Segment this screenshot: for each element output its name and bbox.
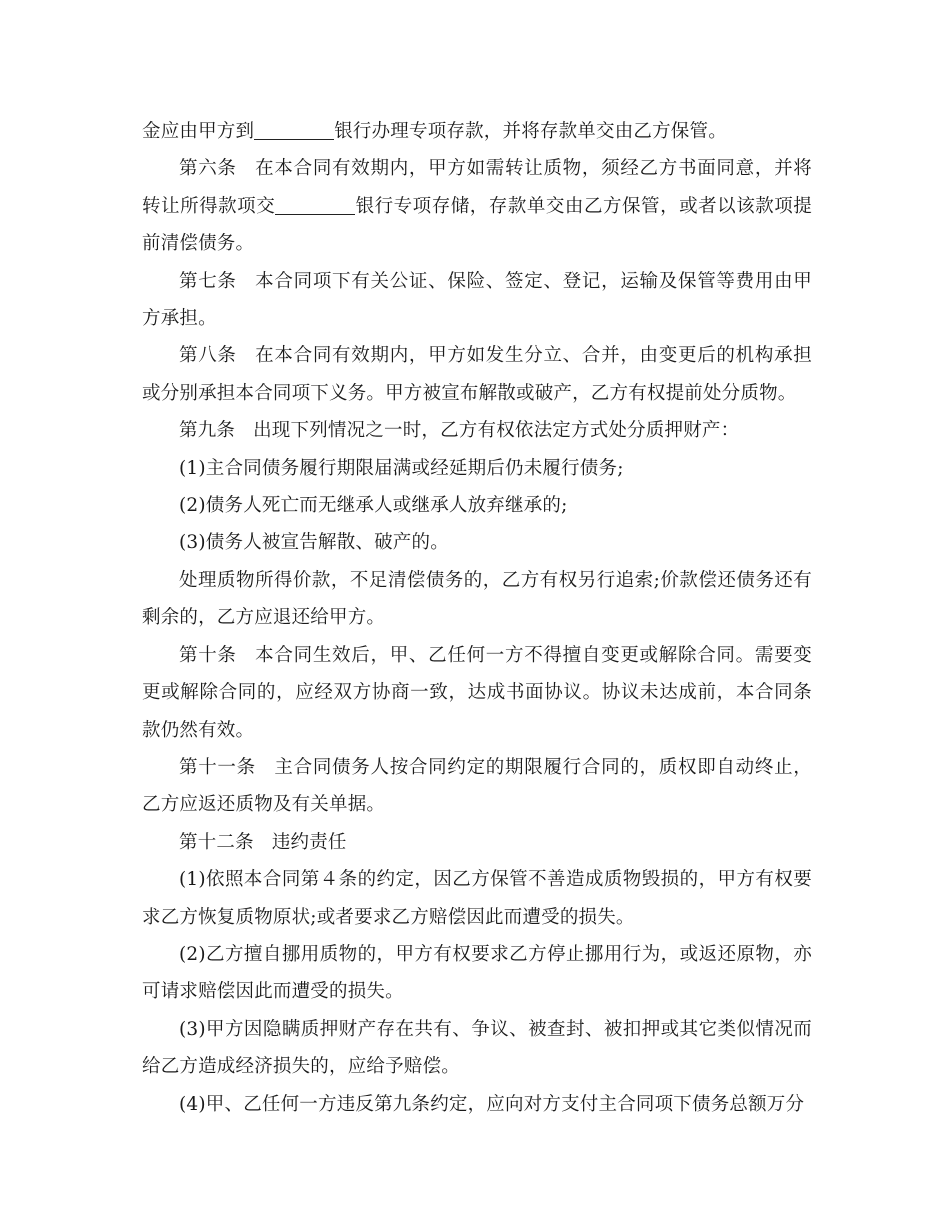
article-10: [142, 637, 812, 749]
list-item: (1)依照本合同第４条的约定，因乙方保管不善造成质物毁损的，甲方有权要求乙方恢复质物原状;或者要求乙方赔偿因此而遭受的损失。: [142, 869, 812, 928]
list-item: (2)债务人死亡而无继承人或继承人放弃继承的;: [179, 495, 568, 517]
text-segment: 金应由甲方到: [142, 121, 255, 142]
list-item: (3)债务人被宣告解散、破产的。: [179, 532, 449, 554]
contract-body: [142, 113, 812, 1123]
fill-blank: [254, 121, 334, 141]
article-9: [142, 412, 812, 449]
list-item: (4)甲、乙任何一方违反第九条约定，应向对方支付主合同项下债务总额万分: [179, 1093, 805, 1115]
article-6: [142, 150, 812, 262]
list-item: (1)主合同债务履行期限届满或经延期后仍未履行债务;: [179, 457, 624, 479]
text-segment: 出现下列情况之一时，乙方有权依法定方式处分质押财产：: [253, 420, 740, 442]
article-label: 第十条: [179, 644, 237, 666]
text-segment: 本合同项下有关公证、保险、签定、登记，运输及保管等费用由甲方承担。: [142, 270, 812, 330]
text-segment: 本合同生效后，甲、乙任何一方不得擅自变更或解除合同。需要变更或解除合同的，应经双方协商一致，达成书面协议。协议未达成前，本合同条款仍然有效。: [142, 644, 812, 741]
article-label: 第七条: [179, 270, 237, 292]
article-label: 第九条: [179, 420, 236, 442]
list-item: (3)甲方因隐瞒质押财产存在共有、争议、被查封、被扣押或其它类似情况而给乙方造成经济损失的，应给予赔偿。: [142, 1018, 812, 1078]
paragraph-proceeds: 处理质物所得价款，不足清偿债务的，乙方有权另行追索;价款偿还债务还有剩余的，乙方应退还给甲方。: [142, 569, 812, 629]
text-segment: 在本合同有效期内，甲方如需转让质物，须经乙方书面同意，并将转让所得款项交: [142, 158, 812, 217]
article-label: 第十二条: [179, 831, 254, 853]
text-segment: 主合同债务人按合同约定的期限履行合同的，质权即自动终止，乙方应返还质物及有关单据。: [142, 756, 812, 816]
article-label: 第八条: [179, 345, 237, 367]
text-segment: 违约责任: [271, 831, 347, 853]
text-segment: 银行办理专项存款，并将存款单交由乙方保管。: [334, 121, 727, 142]
article-label: 第十一条: [179, 756, 256, 778]
article-8: [142, 337, 812, 412]
article-7: [142, 263, 812, 338]
article-11: [142, 749, 812, 824]
article-12: [142, 824, 812, 861]
article-label: 第六条: [179, 158, 237, 180]
text-segment: 银行专项存储，存款单交由乙方保管，或者以该款项提前清偿债务。: [142, 195, 812, 255]
fill-blank: [275, 195, 355, 215]
list-item: (2)乙方擅自挪用质物的，甲方有权要求乙方停止挪用行为，或返还原物，亦可请求赔偿因此而遭受的损失。: [142, 943, 812, 1003]
paragraph-deposit: [142, 113, 812, 150]
text-segment: 在本合同有效期内，甲方如发生分立、合并，由变更后的机构承担或分别承担本合同项下义务。甲方被宣布解散或破产，乙方有权提前处分质物。: [142, 345, 812, 404]
